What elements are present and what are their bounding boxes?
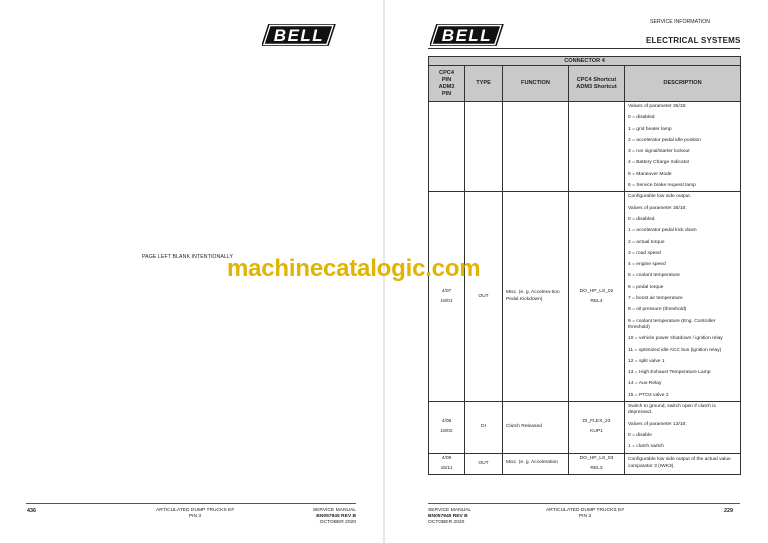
cpc4-shortcut: DO_HP_LS_02 xyxy=(579,288,614,294)
section-label: SERVICE INFORMATION xyxy=(650,19,711,25)
table-title: CONNECTOR 4 xyxy=(429,57,741,66)
description-line: 15 = PTO2 valve 2 xyxy=(628,392,669,398)
type-cell: OUT xyxy=(465,192,503,402)
type-cell: OUT xyxy=(465,453,503,474)
description-line: Values of parameter 35/16: xyxy=(628,205,687,211)
type-cell: DI xyxy=(465,402,503,453)
description-line: 6 = pedal torque xyxy=(628,284,664,290)
function-cell xyxy=(503,102,569,192)
description-line: 0 = disabled xyxy=(628,216,655,222)
header-pin-line: PIN xyxy=(441,90,452,97)
adm3-shortcut: KUP1 xyxy=(590,429,603,435)
description-line: 2 = accelerator pedal idle position xyxy=(628,137,701,143)
description-line: 3 = run signal/starter lockout xyxy=(628,149,690,155)
footer-manual: SERVICE MANUAL xyxy=(312,508,356,513)
pin-cell xyxy=(429,192,465,402)
pin-cell xyxy=(429,102,465,192)
bell-logo xyxy=(262,24,336,46)
cpc4-pin: 4/09 xyxy=(441,455,452,461)
header-shortcut xyxy=(569,66,625,102)
footer-manual: SERVICE MANUAL xyxy=(428,508,472,513)
description-cell xyxy=(625,453,741,474)
function-cell: Clutch Released xyxy=(503,402,569,453)
description-line: 5 = coolant temperature xyxy=(628,273,680,279)
watermark-text: machinecatalogic.com xyxy=(227,255,481,282)
description-line: 4 = engine speed xyxy=(628,262,666,268)
cpc4-shortcut: DO_HP_LS_03 xyxy=(579,455,614,461)
footer-doc-number: BN057845 REV B xyxy=(316,513,356,519)
left-footer-center xyxy=(140,508,250,520)
title-divider xyxy=(428,48,740,49)
header-description: DESCRIPTION xyxy=(625,66,741,102)
description-line: 1 = clutch switch xyxy=(628,444,665,450)
description-line: 12 = split valve 1 xyxy=(628,358,665,364)
description-line: Values of parameter 35/15: xyxy=(628,104,687,109)
description-line: 1 = accelerator pedal kick down xyxy=(628,228,697,234)
bell-logo-graphic xyxy=(262,24,336,46)
right-footer-left xyxy=(428,508,471,525)
adm3-shortcut: REL3 xyxy=(590,465,603,471)
description-line: 5 = Maneuver Mode xyxy=(628,171,672,177)
description-line: Switch to ground, switch open if clutch is depressed. xyxy=(628,404,716,416)
left-footer-rule xyxy=(26,503,356,504)
description-cell xyxy=(625,192,741,402)
description-line: Configurable low side output. xyxy=(628,194,692,200)
description-line: Configurable low side output of the actual value comparator 3 (IWK3). xyxy=(628,457,731,469)
table-row xyxy=(429,192,741,402)
cpc4-pin: 4/07 xyxy=(441,288,452,294)
footer-model: ARTICULATED DUMP TRUCKS E# xyxy=(156,508,234,513)
header-type: TYPE xyxy=(465,66,503,102)
bell-logo-text: BELL xyxy=(441,26,493,45)
pin-cell xyxy=(429,402,465,453)
description-line: 6 = Service brake request lamp xyxy=(628,183,696,189)
bell-logo-graphic xyxy=(430,24,504,46)
description-line: 2 = actual torque xyxy=(628,239,665,245)
description-line: 3 = road speed xyxy=(628,250,661,256)
pin-cell xyxy=(429,453,465,474)
footer-pin: PIN 3 xyxy=(188,513,202,519)
footer-date: OCTOBER 2020 xyxy=(319,519,356,525)
type-cell xyxy=(465,102,503,192)
adm3-pin: 18/01 xyxy=(440,298,453,304)
adm3-shortcut: REL4 xyxy=(590,298,603,304)
left-page-number: 436 xyxy=(27,508,36,514)
left-footer-right xyxy=(286,508,356,525)
header-pin-line: ADM3 xyxy=(438,83,455,90)
function-cell: Misc. (e. g. Accelera-tion Pedal Kickdown) xyxy=(503,192,569,402)
footer-date: OCTOBER 2020 xyxy=(428,519,465,525)
description-line: 0 = disable xyxy=(628,432,652,438)
blank-page-note: PAGE LEFT BLANK INTENTIONALLY xyxy=(142,254,234,260)
function-cell: Misc. (e. g. Acceleration xyxy=(503,453,569,474)
header-shortcut-line: ADM3 Shortcut xyxy=(576,83,617,90)
right-page-number: 229 xyxy=(724,508,733,514)
description-line: 7 = boost air temperature xyxy=(628,296,683,302)
description-line: 14 = Aux-Relay xyxy=(628,381,662,387)
description-cell xyxy=(625,402,741,453)
cpc4-pin: 4/08 xyxy=(441,419,452,425)
footer-pin: PIN 3 xyxy=(578,513,592,519)
header-pin-line: PIN xyxy=(441,76,452,83)
description-line: 13 = High Exhaust Temperature Lamp xyxy=(628,370,711,376)
description-line: Values of parameter 13/16: xyxy=(628,421,687,427)
header-function: FUNCTION xyxy=(503,66,569,102)
right-footer-rule xyxy=(428,503,740,504)
bell-logo xyxy=(430,24,504,46)
shortcut-cell xyxy=(569,102,625,192)
shortcut-cell xyxy=(569,402,625,453)
section-title: ELECTRICAL SYSTEMS xyxy=(646,36,741,45)
footer-model: ARTICULATED DUMP TRUCKS E# xyxy=(546,508,624,513)
description-line: 0 = disabled xyxy=(628,115,655,121)
right-footer-center xyxy=(530,508,640,520)
cpc4-shortcut: DI_FLEX_23 xyxy=(582,419,611,425)
description-line: 10 = vehicle power shutdown / ignition relay xyxy=(628,336,723,342)
description-line: 9 = coolant temperature (Eng. Controller threshold) xyxy=(628,318,716,330)
table-row xyxy=(429,453,741,474)
shortcut-cell xyxy=(569,192,625,402)
table-row xyxy=(429,102,741,192)
description-line: 11 = optimized idle ACC bus (ignition relay) xyxy=(628,347,722,353)
table-row xyxy=(429,402,741,453)
description-cell xyxy=(625,102,741,192)
footer-doc-number: BN057845 REV B xyxy=(428,513,468,519)
description-line: 1 = grid heater lamp xyxy=(628,126,672,132)
header-pin-line: CPC4 xyxy=(439,69,454,76)
bell-logo-text: BELL xyxy=(273,26,325,45)
adm3-pin: 18/02 xyxy=(440,429,453,435)
description-line: 4 = Battery Charge Indicator xyxy=(628,160,690,166)
header-pin xyxy=(429,66,465,102)
shortcut-cell xyxy=(569,453,625,474)
header-shortcut-line: CPC4 Shortcut xyxy=(576,76,617,83)
adm3-pin: 15/11 xyxy=(440,465,453,471)
description-line: 8 = oil pressure (threshold) xyxy=(628,307,687,313)
